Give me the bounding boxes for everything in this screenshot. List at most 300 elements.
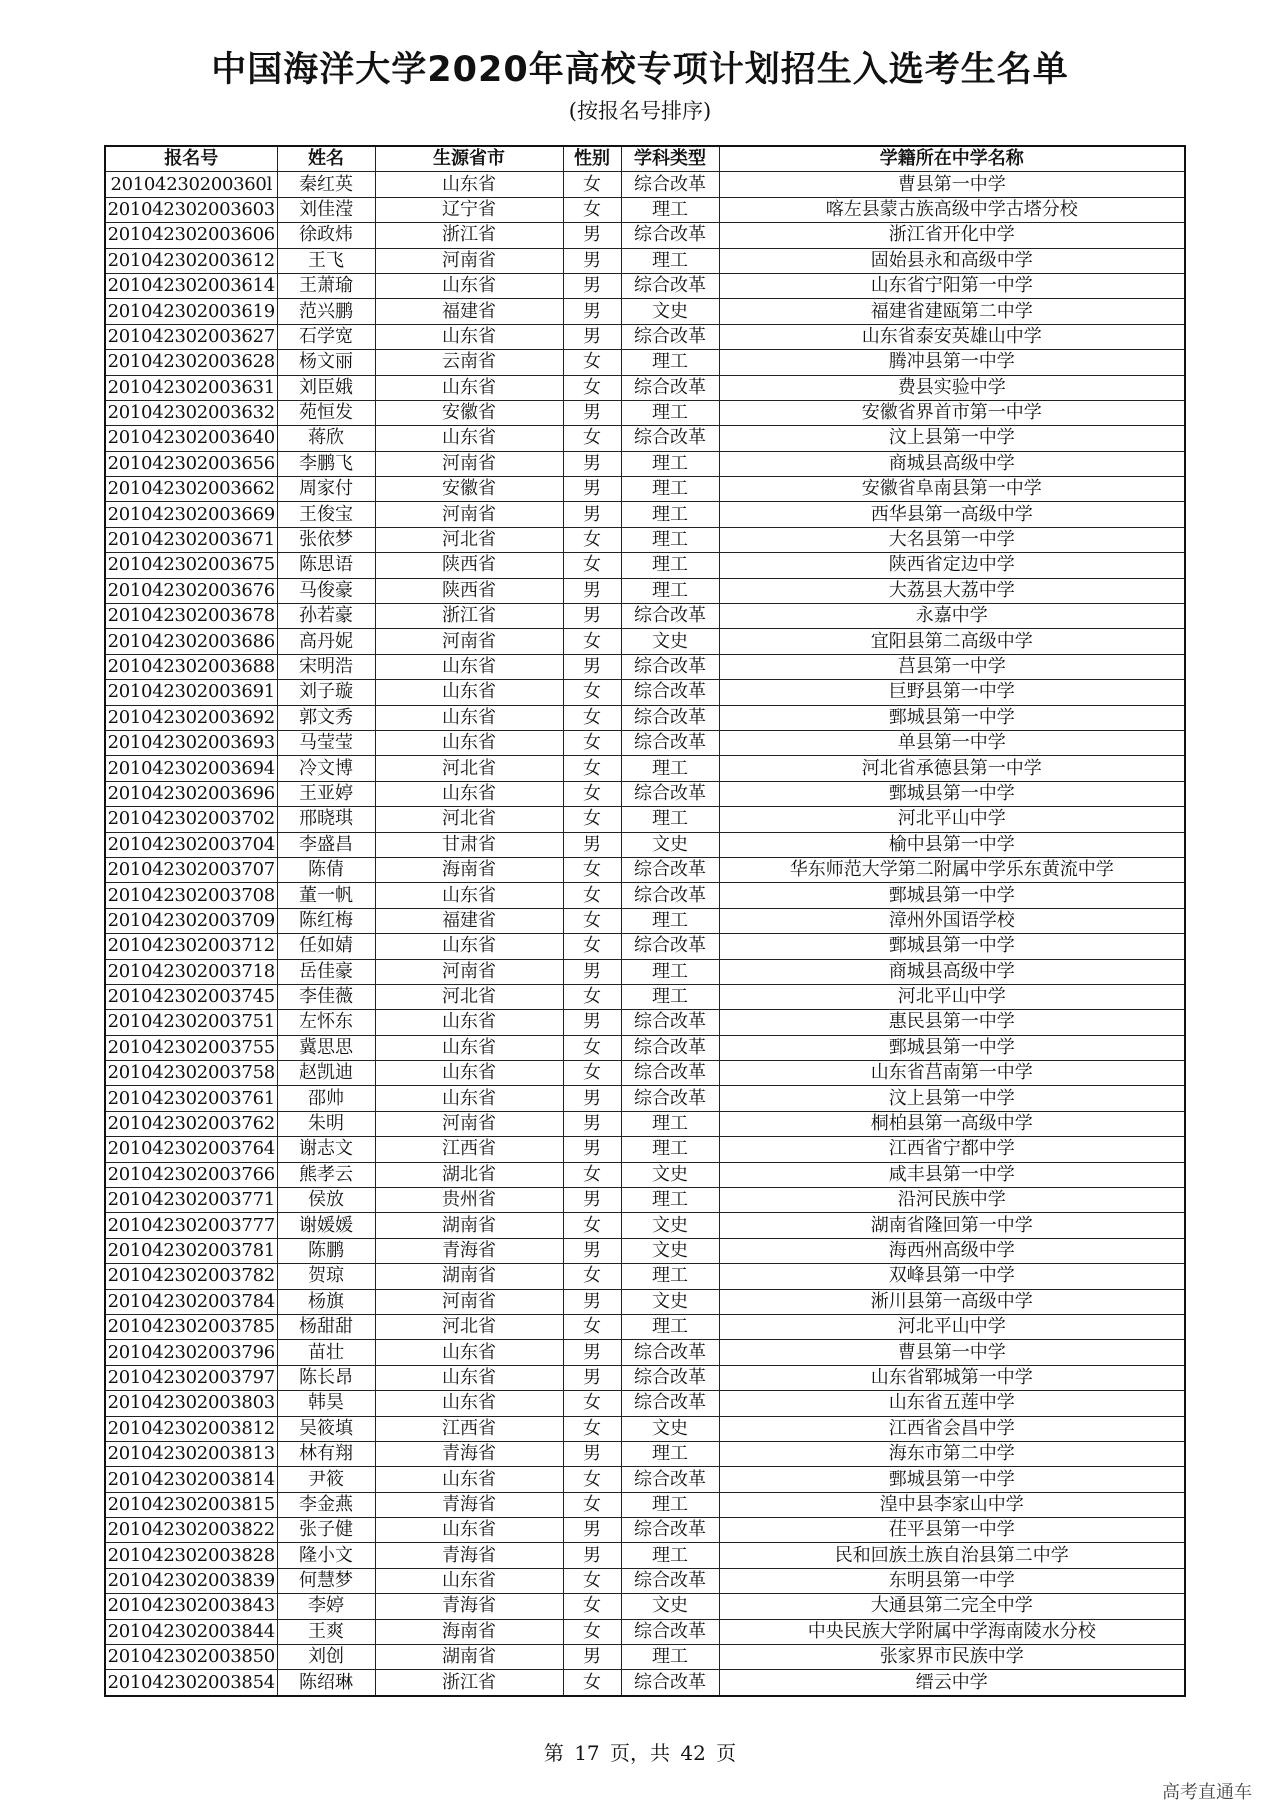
name-cell: 李金燕 (277, 1492, 375, 1517)
subject-type-cell: 文史 (621, 1213, 719, 1238)
gender-cell: 女 (563, 883, 621, 908)
gender-cell: 男 (563, 959, 621, 984)
name-cell: 王俊宝 (277, 502, 375, 527)
province-cell: 山东省 (375, 883, 563, 908)
subject-type-cell: 文史 (621, 1416, 719, 1441)
name-cell: 石学宽 (277, 324, 375, 349)
registration-number-cell: 20104230200360l (105, 172, 277, 197)
subject-type-cell: 综合改革 (621, 172, 719, 197)
school-cell: 桐柏县第一高级中学 (719, 1111, 1185, 1136)
province-cell: 山东省 (375, 273, 563, 298)
gender-cell: 男 (563, 1238, 621, 1263)
candidate-table (104, 145, 1186, 1697)
column-header-gender: 性别 (563, 146, 621, 172)
school-cell: 民和回族土族自治县第二中学 (719, 1543, 1185, 1568)
table-row (105, 1467, 1185, 1492)
name-cell: 王飞 (277, 248, 375, 273)
registration-number-cell: 201042302003771 (105, 1188, 277, 1213)
registration-number-cell: 201042302003671 (105, 527, 277, 552)
subject-type-cell: 综合改革 (621, 1365, 719, 1390)
school-cell: 山东省五莲中学 (719, 1391, 1185, 1416)
table-row (105, 680, 1185, 705)
name-cell: 徐政炜 (277, 223, 375, 248)
table-row (105, 1416, 1185, 1441)
registration-number-cell: 201042302003777 (105, 1213, 277, 1238)
gender-cell: 男 (563, 1086, 621, 1111)
table-row (105, 1035, 1185, 1060)
name-cell: 刘臣娥 (277, 375, 375, 400)
subject-type-cell: 文史 (621, 629, 719, 654)
province-cell: 山东省 (375, 654, 563, 679)
registration-number-cell: 201042302003797 (105, 1365, 277, 1390)
province-cell: 湖北省 (375, 1162, 563, 1187)
table-row (105, 908, 1185, 933)
gender-cell: 女 (563, 1061, 621, 1086)
name-cell: 韩昊 (277, 1391, 375, 1416)
table-row (105, 273, 1185, 298)
province-cell: 河北省 (375, 984, 563, 1009)
table-row (105, 781, 1185, 806)
province-cell: 河北省 (375, 756, 563, 781)
province-cell: 陕西省 (375, 553, 563, 578)
gender-cell: 男 (563, 324, 621, 349)
table-row (105, 1670, 1185, 1696)
school-cell: 浙江省开化中学 (719, 223, 1185, 248)
gender-cell: 男 (563, 400, 621, 425)
subject-type-cell: 理工 (621, 1188, 719, 1213)
gender-cell: 女 (563, 375, 621, 400)
table-row (105, 1137, 1185, 1162)
school-cell: 汶上县第一中学 (719, 426, 1185, 451)
subject-type-cell: 综合改革 (621, 654, 719, 679)
school-cell: 海东市第二中学 (719, 1441, 1185, 1466)
registration-number-cell: 201042302003844 (105, 1619, 277, 1644)
name-cell: 邵帅 (277, 1086, 375, 1111)
registration-number-cell: 201042302003696 (105, 781, 277, 806)
gender-cell: 女 (563, 426, 621, 451)
registration-number-cell: 201042302003850 (105, 1645, 277, 1670)
column-header-subject-type: 学科类型 (621, 146, 719, 172)
school-cell: 大名县第一中学 (719, 527, 1185, 552)
subject-type-cell: 综合改革 (621, 1035, 719, 1060)
gender-cell: 女 (563, 1594, 621, 1619)
school-cell: 沿河民族中学 (719, 1188, 1185, 1213)
name-cell: 苑恒发 (277, 400, 375, 425)
table-row (105, 527, 1185, 552)
school-cell: 商城县高级中学 (719, 451, 1185, 476)
name-cell: 蒋欣 (277, 426, 375, 451)
gender-cell: 男 (563, 1010, 621, 1035)
registration-number-cell: 201042302003813 (105, 1441, 277, 1466)
registration-number-cell: 201042302003796 (105, 1340, 277, 1365)
table-row (105, 197, 1185, 222)
school-cell: 缙云中学 (719, 1670, 1185, 1696)
name-cell: 陈倩 (277, 857, 375, 882)
table-row (105, 1238, 1185, 1263)
province-cell: 山东省 (375, 1340, 563, 1365)
subject-type-cell: 综合改革 (621, 1568, 719, 1593)
registration-number-cell: 201042302003712 (105, 934, 277, 959)
table-row (105, 324, 1185, 349)
school-cell: 巨野县第一中学 (719, 680, 1185, 705)
table-row (105, 857, 1185, 882)
name-cell: 林有翔 (277, 1441, 375, 1466)
gender-cell: 女 (563, 1391, 621, 1416)
province-cell: 安徽省 (375, 400, 563, 425)
subject-type-cell: 文史 (621, 832, 719, 857)
school-cell: 单县第一中学 (719, 730, 1185, 755)
subject-type-cell: 理工 (621, 959, 719, 984)
registration-number-cell: 201042302003614 (105, 273, 277, 298)
name-cell: 宋明浩 (277, 654, 375, 679)
name-cell: 陈思语 (277, 553, 375, 578)
gender-cell: 男 (563, 502, 621, 527)
registration-number-cell: 201042302003675 (105, 553, 277, 578)
subject-type-cell: 综合改革 (621, 1391, 719, 1416)
registration-number-cell: 201042302003822 (105, 1518, 277, 1543)
table-row (105, 1340, 1185, 1365)
subject-type-cell: 综合改革 (621, 934, 719, 959)
name-cell: 任如婧 (277, 934, 375, 959)
column-header-registration-number: 报名号 (105, 146, 277, 172)
subject-type-cell: 理工 (621, 400, 719, 425)
province-cell: 湖南省 (375, 1264, 563, 1289)
table-row (105, 1543, 1185, 1568)
name-cell: 苗壮 (277, 1340, 375, 1365)
school-cell: 双峰县第一中学 (719, 1264, 1185, 1289)
table-row (105, 1568, 1185, 1593)
registration-number-cell: 201042302003755 (105, 1035, 277, 1060)
gender-cell: 女 (563, 705, 621, 730)
name-cell: 刘子璇 (277, 680, 375, 705)
registration-number-cell: 201042302003761 (105, 1086, 277, 1111)
name-cell: 杨旗 (277, 1289, 375, 1314)
name-cell: 王爽 (277, 1619, 375, 1644)
school-cell: 固始县永和高级中学 (719, 248, 1185, 273)
name-cell: 杨文丽 (277, 350, 375, 375)
subject-type-cell: 理工 (621, 248, 719, 273)
subject-type-cell: 理工 (621, 1441, 719, 1466)
province-cell: 海南省 (375, 857, 563, 882)
school-cell: 张家界市民族中学 (719, 1645, 1185, 1670)
subject-type-cell: 理工 (621, 527, 719, 552)
name-cell: 侯放 (277, 1188, 375, 1213)
school-cell: 费县实验中学 (719, 375, 1185, 400)
page-total: 42 (680, 1741, 706, 1765)
registration-number-cell: 201042302003707 (105, 857, 277, 882)
school-cell: 商城县高级中学 (719, 959, 1185, 984)
province-cell: 河南省 (375, 1289, 563, 1314)
province-cell: 山东省 (375, 1518, 563, 1543)
school-cell: 喀左县蒙古族高级中学古塔分校 (719, 197, 1185, 222)
gender-cell: 女 (563, 1213, 621, 1238)
table-row (105, 1492, 1185, 1517)
registration-number-cell: 201042302003839 (105, 1568, 277, 1593)
registration-number-cell: 201042302003814 (105, 1467, 277, 1492)
table-row (105, 1061, 1185, 1086)
subject-type-cell: 综合改革 (621, 857, 719, 882)
school-cell: 鄄城县第一中学 (719, 705, 1185, 730)
gender-cell: 女 (563, 857, 621, 882)
province-cell: 青海省 (375, 1543, 563, 1568)
name-cell: 董一帆 (277, 883, 375, 908)
school-cell: 福建省建瓯第二中学 (719, 299, 1185, 324)
table-row (105, 1010, 1185, 1035)
province-cell: 山东省 (375, 781, 563, 806)
registration-number-cell: 201042302003694 (105, 756, 277, 781)
page-prefix: 第 (543, 1741, 564, 1765)
province-cell: 甘肃省 (375, 832, 563, 857)
name-cell: 赵凯迪 (277, 1061, 375, 1086)
gender-cell: 男 (563, 654, 621, 679)
gender-cell: 男 (563, 1188, 621, 1213)
gender-cell: 女 (563, 730, 621, 755)
subject-type-cell: 理工 (621, 1314, 719, 1339)
gender-cell: 男 (563, 1645, 621, 1670)
name-cell: 王亚婷 (277, 781, 375, 806)
subject-type-cell: 文史 (621, 1289, 719, 1314)
registration-number-cell: 201042302003628 (105, 350, 277, 375)
column-header-name: 姓名 (277, 146, 375, 172)
name-cell: 陈长昂 (277, 1365, 375, 1390)
gender-cell: 女 (563, 984, 621, 1009)
school-cell: 大通县第二完全中学 (719, 1594, 1185, 1619)
table-row (105, 350, 1185, 375)
subject-type-cell: 理工 (621, 1645, 719, 1670)
table-row (105, 223, 1185, 248)
province-cell: 山东省 (375, 375, 563, 400)
table-row (105, 654, 1185, 679)
gender-cell: 男 (563, 1441, 621, 1466)
school-cell: 曹县第一中学 (719, 1340, 1185, 1365)
province-cell: 山东省 (375, 1035, 563, 1060)
document-subtitle: (按报名号排序) (568, 99, 712, 123)
registration-number-cell: 201042302003692 (105, 705, 277, 730)
registration-number-cell: 201042302003631 (105, 375, 277, 400)
subject-type-cell: 文史 (621, 1238, 719, 1263)
province-cell: 山东省 (375, 1391, 563, 1416)
school-cell: 河北平山中学 (719, 807, 1185, 832)
registration-number-cell: 201042302003718 (105, 959, 277, 984)
province-cell: 山东省 (375, 1568, 563, 1593)
province-cell: 河南省 (375, 451, 563, 476)
table-row (105, 629, 1185, 654)
name-cell: 刘创 (277, 1645, 375, 1670)
gender-cell: 女 (563, 781, 621, 806)
gender-cell: 男 (563, 1137, 621, 1162)
name-cell: 王萧瑜 (277, 273, 375, 298)
school-cell: 鄄城县第一中学 (719, 1467, 1185, 1492)
province-cell: 山东省 (375, 1061, 563, 1086)
name-cell: 张依梦 (277, 527, 375, 552)
gender-cell: 女 (563, 527, 621, 552)
registration-number-cell: 201042302003785 (105, 1314, 277, 1339)
name-cell: 李佳薇 (277, 984, 375, 1009)
registration-number-cell: 201042302003606 (105, 223, 277, 248)
province-cell: 河南省 (375, 1111, 563, 1136)
school-cell: 河北平山中学 (719, 984, 1185, 1009)
gender-cell: 女 (563, 1162, 621, 1187)
registration-number-cell: 201042302003702 (105, 807, 277, 832)
gender-cell: 女 (563, 1467, 621, 1492)
province-cell: 云南省 (375, 350, 563, 375)
gender-cell: 女 (563, 350, 621, 375)
gender-cell: 男 (563, 832, 621, 857)
table-row (105, 1391, 1185, 1416)
school-cell: 腾冲县第一中学 (719, 350, 1185, 375)
school-cell: 河北平山中学 (719, 1314, 1185, 1339)
school-cell: 海西州高级中学 (719, 1238, 1185, 1263)
registration-number-cell: 201042302003688 (105, 654, 277, 679)
province-cell: 海南省 (375, 1619, 563, 1644)
school-cell: 华东师范大学第二附属中学乐东黄流中学 (719, 857, 1185, 882)
table-body (105, 172, 1185, 1696)
name-cell: 高丹妮 (277, 629, 375, 654)
document-title: 中国海洋大学2020年高校专项计划招生入选考生名单 (211, 50, 1069, 90)
subject-type-cell: 综合改革 (621, 223, 719, 248)
registration-number-cell: 201042302003782 (105, 1264, 277, 1289)
subject-type-cell: 综合改革 (621, 1467, 719, 1492)
subject-type-cell: 综合改革 (621, 1061, 719, 1086)
table-row (105, 451, 1185, 476)
table-row (105, 426, 1185, 451)
name-cell: 李鹏飞 (277, 451, 375, 476)
school-cell: 中央民族大学附属中学海南陵水分校 (719, 1619, 1185, 1644)
subject-type-cell: 综合改革 (621, 426, 719, 451)
column-header-school: 学籍所在中学名称 (719, 146, 1185, 172)
registration-number-cell: 201042302003632 (105, 400, 277, 425)
table-row (105, 375, 1185, 400)
school-cell: 惠民县第一中学 (719, 1010, 1185, 1035)
province-cell: 青海省 (375, 1594, 563, 1619)
name-cell: 何慧梦 (277, 1568, 375, 1593)
school-cell: 鄄城县第一中学 (719, 1035, 1185, 1060)
province-cell: 山东省 (375, 934, 563, 959)
school-cell: 鄄城县第一中学 (719, 883, 1185, 908)
school-cell: 汶上县第一中学 (719, 1086, 1185, 1111)
table-row (105, 934, 1185, 959)
table-row (105, 832, 1185, 857)
table-row (105, 172, 1185, 197)
province-cell: 河北省 (375, 807, 563, 832)
school-cell: 莒县第一中学 (719, 654, 1185, 679)
table-row (105, 502, 1185, 527)
table-row (105, 1365, 1185, 1390)
province-cell: 辽宁省 (375, 197, 563, 222)
subject-type-cell: 理工 (621, 578, 719, 603)
name-cell: 李盛昌 (277, 832, 375, 857)
name-cell: 吴筱填 (277, 1416, 375, 1441)
table-row (105, 1111, 1185, 1136)
table-row (105, 1594, 1185, 1619)
gender-cell: 男 (563, 1289, 621, 1314)
registration-number-cell: 201042302003708 (105, 883, 277, 908)
registration-number-cell: 201042302003627 (105, 324, 277, 349)
registration-number-cell: 201042302003751 (105, 1010, 277, 1035)
table-row (105, 959, 1185, 984)
subject-type-cell: 理工 (621, 1264, 719, 1289)
table-row (105, 984, 1185, 1009)
gender-cell: 男 (563, 299, 621, 324)
province-cell: 山东省 (375, 1086, 563, 1111)
school-cell: 山东省莒南第一中学 (719, 1061, 1185, 1086)
table-row (105, 807, 1185, 832)
name-cell: 周家付 (277, 477, 375, 502)
gender-cell: 女 (563, 680, 621, 705)
name-cell: 郭文秀 (277, 705, 375, 730)
subject-type-cell: 综合改革 (621, 604, 719, 629)
name-cell: 邢晓琪 (277, 807, 375, 832)
table-row (105, 1162, 1185, 1187)
subject-type-cell: 综合改革 (621, 1086, 719, 1111)
gender-cell: 男 (563, 477, 621, 502)
table-row (105, 604, 1185, 629)
school-cell: 宜阳县第二高级中学 (719, 629, 1185, 654)
table-row (105, 578, 1185, 603)
province-cell: 青海省 (375, 1492, 563, 1517)
table-row (105, 705, 1185, 730)
subject-type-cell: 综合改革 (621, 1340, 719, 1365)
school-cell: 山东省郓城第一中学 (719, 1365, 1185, 1390)
table-row (105, 756, 1185, 781)
gender-cell: 男 (563, 1340, 621, 1365)
registration-number-cell: 201042302003691 (105, 680, 277, 705)
gender-cell: 女 (563, 756, 621, 781)
name-cell: 尹筱 (277, 1467, 375, 1492)
school-cell: 湖南省隆回第一中学 (719, 1213, 1185, 1238)
registration-number-cell: 201042302003812 (105, 1416, 277, 1441)
gender-cell: 女 (563, 629, 621, 654)
watermark: 高考直通车 (1162, 1782, 1252, 1803)
subject-type-cell: 综合改革 (621, 273, 719, 298)
name-cell: 朱明 (277, 1111, 375, 1136)
name-cell: 李婷 (277, 1594, 375, 1619)
subject-type-cell: 综合改革 (621, 883, 719, 908)
gender-cell: 男 (563, 578, 621, 603)
school-cell: 大荔县大荔中学 (719, 578, 1185, 603)
school-cell: 河北省承德县第一中学 (719, 756, 1185, 781)
table-row (105, 553, 1185, 578)
registration-number-cell: 201042302003803 (105, 1391, 277, 1416)
subject-type-cell: 理工 (621, 502, 719, 527)
school-cell: 陕西省定边中学 (719, 553, 1185, 578)
subject-type-cell: 理工 (621, 807, 719, 832)
registration-number-cell: 201042302003828 (105, 1543, 277, 1568)
school-cell: 安徽省阜南县第一中学 (719, 477, 1185, 502)
province-cell: 河南省 (375, 248, 563, 273)
page-suffix: 页 (716, 1741, 737, 1765)
subject-type-cell: 综合改革 (621, 375, 719, 400)
name-cell: 贺琼 (277, 1264, 375, 1289)
name-cell: 谢志文 (277, 1137, 375, 1162)
province-cell: 浙江省 (375, 223, 563, 248)
subject-type-cell: 综合改革 (621, 705, 719, 730)
subject-type-cell: 文史 (621, 299, 719, 324)
school-cell: 西华县第一高级中学 (719, 502, 1185, 527)
school-cell: 永嘉中学 (719, 604, 1185, 629)
registration-number-cell: 201042302003662 (105, 477, 277, 502)
name-cell: 陈绍琳 (277, 1670, 375, 1696)
school-cell: 山东省泰安英雄山中学 (719, 324, 1185, 349)
province-cell: 山东省 (375, 730, 563, 755)
registration-number-cell: 201042302003619 (105, 299, 277, 324)
school-cell: 漳州外国语学校 (719, 908, 1185, 933)
name-cell: 岳佳豪 (277, 959, 375, 984)
name-cell: 刘佳滢 (277, 197, 375, 222)
subject-type-cell: 理工 (621, 553, 719, 578)
table-row (105, 730, 1185, 755)
province-cell: 河南省 (375, 502, 563, 527)
